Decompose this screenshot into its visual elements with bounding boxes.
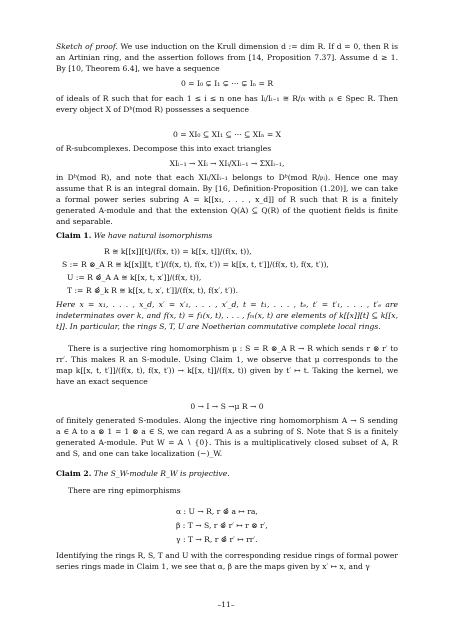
alpha-map-equation: α : U → R, r ⊗̂ a ↦ ra, [176,507,258,516]
claim2-label: Claim 2. [56,469,92,478]
proof-sketch-paragraph [56,41,398,74]
claim1-text: We have natural isomorphisms [93,231,213,240]
iso-u-equation: U := R ⊗̂_A A ≅ k[[x, t, x′]]/(f(x, t)), [67,273,202,282]
page-number: –11– [217,600,235,609]
proof-sketch-label: Sketch of proof. [56,42,118,51]
surjection-paragraph: There is a surjective ring homomorphism μ : S = R ⊗_A R → R which sends r ⊗ r′ to rr′. This makes R an S-module. Using Claim 1, we observe that μ corresponds to the map k[[x, t, t′]]/(f(x, t), f(x, t′)) → k[[x, t]]/(f(x, t)) given by t′ ↦ t. Taking the kernel, we have an exact sequence [56,344,398,386]
claim1-statement [56,230,398,241]
beta-map-equation: β : T → S, r ⊗̂ r′ ↦ r ⊗ r′, [176,521,268,530]
localization-paragraph: of finitely generated S-modules. Along the injective ring homomorphism A → S sending a ∈ A to a ⊗ 1 = 1 ⊗ a ∈ S, we can regard A as a subring of S. Note that S is a finitely generated A-module. Put W = A ∖ {0}. This is a multiplicatively closed subset of A, R and S, and one can take localization (−)_W. [56,416,398,458]
iso-s-equation: S := R ⊗_A R ≅ k[[x]][t, t′]/(f(x, t), f(x, t′)) = k[[x, t, t′]]/(f(x, t), f(x, t′)), [62,260,329,269]
claim1-label: Claim 1. [56,231,92,240]
subcomplex-sequence-equation: 0 = XI₀ ⊆ XI₁ ⊆ ··· ⊆ XIₙ = X [172,130,282,139]
proof-sketch-text: We use induction on the Krull dimension d := dim R. If d = 0, then R is an Artinian ring, and the assertion follows from [14, Proposition 7.37]. Assume d ≥ 1. By [10, Theorem 6.4], we have a sequence [56,42,398,73]
gamma-map-equation: γ : T → R, r ⊗̂ r′ ↦ rr′. [176,535,258,544]
identification-paragraph: Identifying the rings R, S, T and U with the corresponding residue rings of formal power series rings made in Claim 1, we see that α, β are the maps given by x′ ↦ x, and γ [56,551,398,571]
claim2-text: The S_W-module R_W is projective. [93,469,230,478]
domain-reduction-paragraph: in Dᵇ(mod R), and note that each XIᵢ/XIᵢ₋₁ belongs to Dᵇ(mod R/𝔭ᵢ). Hence one may assume that R is an integral domain. By [16, Definition-Proposition (1.20)], we can take a formal power series subring A = k[[x₁, . . . , x_d]] of R such that R is a finitely generated A-module and that the extension Q(A) ⊆ Q(R) of the quotient fields is finite and separable. [56,173,398,226]
epimorphisms-intro: There are ring epimorphisms [68,486,181,495]
iso-t-equation: T := R ⊗̂_k R ≅ k[[x, t, x′, t′]]/(f(x, t), f(x′, t′)). [67,286,239,295]
exact-triangle-equation: XIᵢ₋₁ → XIᵢ → XIᵢ/XIᵢ₋₁ → ΣXIᵢ₋₁, [169,159,285,168]
exact-sequence-equation: 0 → I → S →μ R → 0 [190,402,264,411]
claim2-statement [56,468,398,479]
subcomplex-paragraph: of R-subcomplexes. Decompose this into exact triangles [56,144,272,153]
iso-r-equation: R ≅ k[[x]][t]/(f(x, t)) = k[[x, t]]/(f(x, t)), [104,247,252,256]
indeterminates-paragraph: Here x = x₁, . . . , x_d, x′ = x′₁, . . . , x′_d, t = t₁, . . . , tₑ, t′ = t′₁, . . . , t′ₑ are indeterminates over k, and f(x, t) = f₁(x, t), . . . , fₘ(x, t) are elements of k[[x]][t] ⊆ k[[x, t]]. In particular, the rings S, T, U are Noetherian commutative complete local rings. [56,300,398,331]
ideal-sequence-equation: 0 = I₀ ⊊ I₁ ⊊ ··· ⊊ Iₙ = R [180,79,274,88]
ideal-paragraph: of ideals of R such that for each 1 ≤ i ≤ n one has Iᵢ/Iᵢ₋₁ ≅ R/𝔭ᵢ with 𝔭ᵢ ∈ Spec R. Then every object X of Dᵇ(mod R) possesses a sequence [56,94,398,114]
